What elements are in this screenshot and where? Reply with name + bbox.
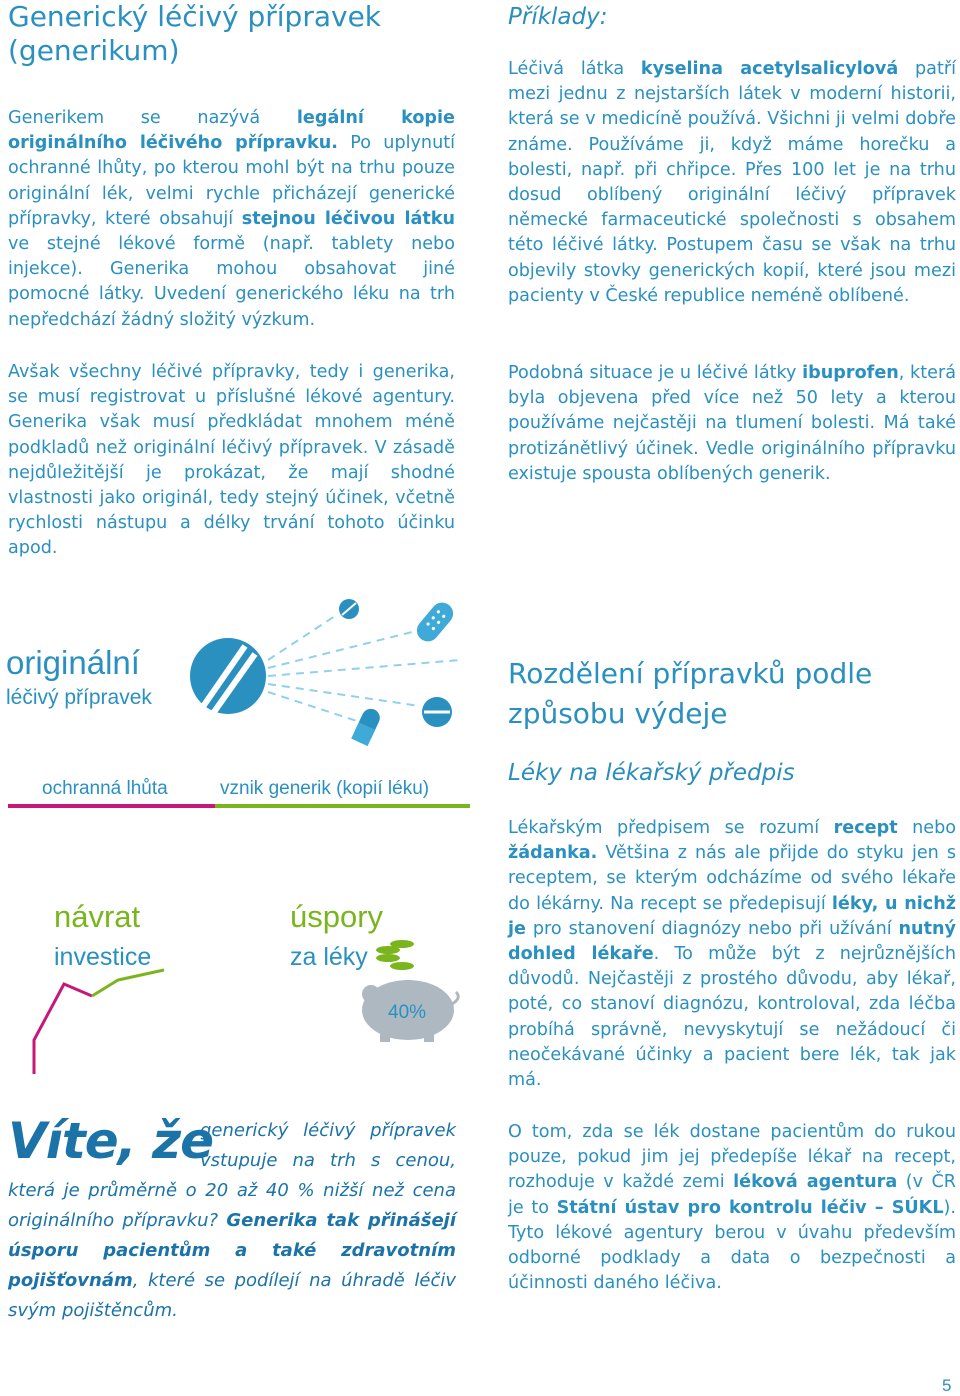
did-you-know-run-1: Generika tak přinášejí úsporu pacientům a také zdravotním pojišťovnám [8,1210,457,1291]
generic-intro-run-2: Po uplynutí ochranné lhůty, po kterou mohl být na trhu pouze originální lék, velmi rychle přicházejí generické přípravky, které obsahují [8,133,456,229]
page-title-line2: (generikum) [8,34,180,67]
generic-intro-run-1: legální kopie originálního léčivého přípravku. [8,108,455,154]
ibuprofen-paragraph [508,361,956,487]
prescription-run-2: nebo [897,818,956,838]
prescription-run-4: Většina z nás ale přijde do styku jen s receptem, se kterým odcházíme od svého lékaře do lékárny. Na recept se předepisují [508,843,956,914]
aspirin-run-2: patří mezi jednu z nejstarších látek v moderní historii, která se v medicíně používá. Všichni ji velmi dobře známe. Používáme ji, když máme horečku a bolesti, např. při chřipce. Přes 100 let je na trhu dosud oblíbený originální léčivý přípravek německé farmaceutické společnosti s obsahem této léčivé látky. Postupem času se však na trhu objevily stovky generických kopií, které jsou mezi pacienty v České republice neméně oblíbené. [508,59,956,306]
ibuprofen-run-1: ibuprofen [802,363,899,383]
heading-spacer [8,1116,200,1172]
savings-label-line2: za léky [290,943,368,971]
aspirin-paragraph [508,57,956,309]
examples-title: Příklady: [508,4,608,30]
prescription-run-3: žádanka. [508,843,598,864]
savings-label-line1: úspory [290,899,384,934]
return-investment-label [54,900,151,978]
did-you-know-heading: Víte, že [8,1112,214,1170]
original-label: originální [6,644,140,681]
agency-paragraph [508,1120,956,1296]
did-you-know-run-2: , které se podílejí na úhradě léčiv svým pojištěncům. [8,1270,456,1321]
original-pill-icon [190,638,266,714]
round-tablet-icon [422,697,452,727]
small-tablet-icon [339,599,359,619]
aspirin-run-1: kyselina acetylsalicylová [640,59,899,79]
generic-intro-run-0: Generikem se nazývá [8,108,297,128]
page-number: 5 [942,1376,952,1395]
prescription-run-7: nutný dohled lékaře [508,918,956,965]
prescription-run-6: pro stanovení diagnózy nebo při užívání [525,918,899,939]
agency-run-0: O tom, zda se lék dostane pacientům do rukou pouze, pokud jim jej předepíše lékař na recept, rozhoduje v každé zemi [508,1122,956,1193]
ibuprofen-run-0: Podobná situace je u léčivé látky [508,363,803,383]
prescription-paragraph [508,816,956,1093]
return-label-line2: investice [54,943,152,971]
page-title-line1: Generický léčivý přípravek [8,0,382,33]
did-you-know-text [8,1116,456,1326]
generics-label: vznik generik (kopií léku) [220,778,430,799]
savings-label [290,900,383,978]
prescription-run-8: . To může být z nejrůznějších důvodů. Nejčastěji z prostého důvodu, aby lékař, poté, co stanoví diagnózu, kontroloval, zda léčba probíhá správně, nevyskytují se nežádoucí či neočekávané účinky a pacient bere lék, tak jak má. [508,944,956,1091]
prescription-run-5: léky, u nichž je [508,893,956,939]
section-title-line2: způsobu výdeje [508,697,728,730]
agency-run-2: (v ČR je to [508,1172,956,1218]
prescription-run-1: recept [833,818,898,838]
return-label-line1: návrat [54,899,141,934]
savings-percent: 40% [388,1002,427,1023]
section-title [508,654,872,734]
registration-paragraph: Avšak všechny léčivé přípravky, tedy i generika, se musí registrovat u příslušné lékové agentury. Generika však musí předkládat mnohem méně podkladů než originální léčivý přípravek. V zásadě nejdůležitější je prokázat, že mají shodné vlastnosti jako originál, tedy stejný účinek, včetně rychlosti nástupu a délky trvání tohoto účinku apod. [8,362,455,559]
generic-intro-run-3: stejnou léčivou látku [241,208,455,229]
agency-run-4: ). Tyto lékové agentury berou v úvahu především odborné podklady a data o bezpečnosti a účinnosti daného léčiva. [508,1197,956,1294]
aspirin-run-0: Léčivá látka [508,59,641,79]
subsection-title: Léky na lékařský předpis [508,760,795,786]
return-chart [34,970,164,1074]
generic-intro-run-4: ve stejné lékové formě (např. tablety nebo injekce). Generika mohou obsahovat jiné pomocné látky. Uvedení generického léku na trh nepředchází žádný složitý výzkum. [8,234,455,330]
prescription-run-0: Lékařským předpisem se rozumí [508,818,834,838]
ibuprofen-run-2: , která byla objevena před více než 50 lety a kterou používáme nejčastěji na tlumení bolesti. Má také protizánětlivý účinek. Vedle originálního přípravku existuje spousta oblíbených generik. [508,363,956,484]
capsule-dotted-icon [412,598,457,646]
agency-run-3: Státní ústav pro kontrolu léčiv – SÚKL [556,1197,944,1218]
original-sub-label: léčivý přípravek [6,686,152,709]
section-title-line1: Rozdělení přípravků podle [508,657,873,690]
capsule-icon [351,706,383,746]
agency-run-1: léková agentura [733,1172,898,1193]
did-you-know-run-0: generický léčivý přípravek vstupuje na trh s cenou, která je průměrně o 20 až 40 % nižší než cena originálního přípravku? [8,1120,456,1231]
protection-label: ochranná lhůta [42,778,168,799]
